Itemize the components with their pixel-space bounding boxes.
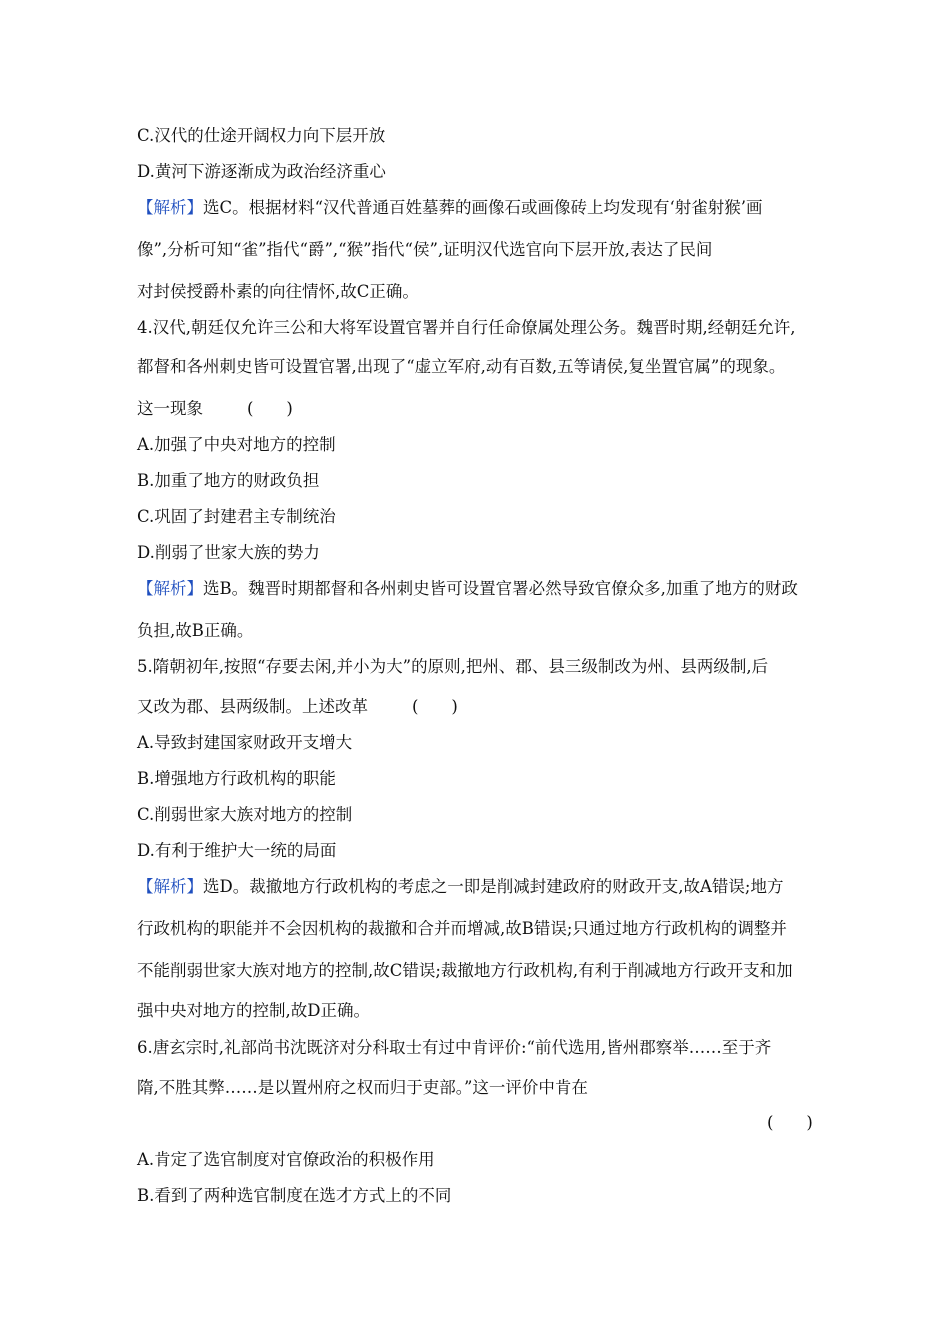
q3-analysis-line-2: 像”,分析可知“雀”指代“爵”,“猴”指代“侯”,证明汉代选官向下层开放,表达了民间 <box>137 240 713 259</box>
q4-analysis-line-2: 负担,故B正确。 <box>137 621 254 640</box>
q5-option-a: A.导致封建国家财政开支增大 <box>137 733 353 752</box>
q4-option-a: A.加强了中央对地方的控制 <box>137 435 336 454</box>
answer-parentheses: ( ) <box>247 399 293 418</box>
q3-analysis-line-3: 对封侯授爵朴素的向往情怀,故C正确。 <box>137 282 419 301</box>
analysis-text: 选B。魏晋时期都督和各州刺史皆可设置官署必然导致官僚众多,加重了地方的财政 <box>203 579 798 598</box>
analysis-tag: 【解析】 <box>137 198 203 217</box>
q5-analysis-line-4: 强中央对地方的控制,故D正确。 <box>137 1001 370 1020</box>
q3-option-d: D.黄河下游逐渐成为政治经济重心 <box>137 162 386 181</box>
q5-option-d: D.有利于维护大一统的局面 <box>137 841 337 860</box>
q6-stem-line-2: 隋,不胜其弊……是以置州府之权而归于吏部。”这一评价中肯在 <box>137 1078 588 1097</box>
q4-option-d: D.削弱了世家大族的势力 <box>137 543 320 562</box>
analysis-text: 选D。裁撤地方行政机构的考虑之一即是削减封建政府的财政开支,故A错误;地方 <box>203 877 784 896</box>
analysis-tag: 【解析】 <box>137 877 203 896</box>
q3-option-c: C.汉代的仕途开阔权力向下层开放 <box>137 126 386 145</box>
q4-stem-line-3: 这一现象 <box>137 399 203 418</box>
q5-analysis-line-1 <box>137 877 783 897</box>
q4-stem-line-2: 都督和各州刺史皆可设置官署,出现了“虚立军府,动有百数,五等请侯,复坐置官属”的现象。 <box>137 357 786 376</box>
q4-option-b: B.加重了地方的财政负担 <box>137 471 320 490</box>
answer-parentheses: ( ) <box>412 697 458 716</box>
answer-parentheses: ( ) <box>767 1113 813 1132</box>
analysis-tag: 【解析】 <box>137 579 203 598</box>
q3-analysis-line-1 <box>137 198 763 218</box>
q4-analysis-line-1 <box>137 579 798 599</box>
q5-analysis-line-2: 行政机构的职能并不会因机构的裁撤和合并而增减,故B错误;只通过地方行政机构的调整并 <box>137 919 787 938</box>
q6-option-a: A.肯定了选官制度对官僚政治的积极作用 <box>137 1150 435 1169</box>
q4-stem-line-1: 4.汉代,朝廷仅允许三公和大将军设置官署并自行任命僚属处理公务。魏晋时期,经朝廷允许, <box>137 318 796 337</box>
analysis-text: 选C。根据材料“汉代普通百姓墓葬的画像石或画像砖上均发现有‘射雀射猴’画 <box>203 198 763 217</box>
q5-stem-line-1: 5.隋朝初年,按照“存要去闲,并小为大”的原则,把州、郡、县三级制改为州、县两级制,后 <box>137 657 769 676</box>
q6-stem-line-1: 6.唐玄宗时,礼部尚书沈既济对分科取士有过中肯评价:“前代选用,皆州郡察举……至于齐 <box>137 1038 772 1057</box>
q5-stem-line-2: 又改为郡、县两级制。上述改革 <box>137 697 368 716</box>
q5-analysis-line-3: 不能削弱世家大族对地方的控制,故C错误;裁撤地方行政机构,有利于削减地方行政开支和加 <box>137 961 793 980</box>
q4-option-c: C.巩固了封建君主专制统治 <box>137 507 336 526</box>
q5-option-c: C.削弱世家大族对地方的控制 <box>137 805 353 824</box>
q5-option-b: B.增强地方行政机构的职能 <box>137 769 336 788</box>
q6-option-b: B.看到了两种选官制度在选才方式上的不同 <box>137 1186 452 1205</box>
